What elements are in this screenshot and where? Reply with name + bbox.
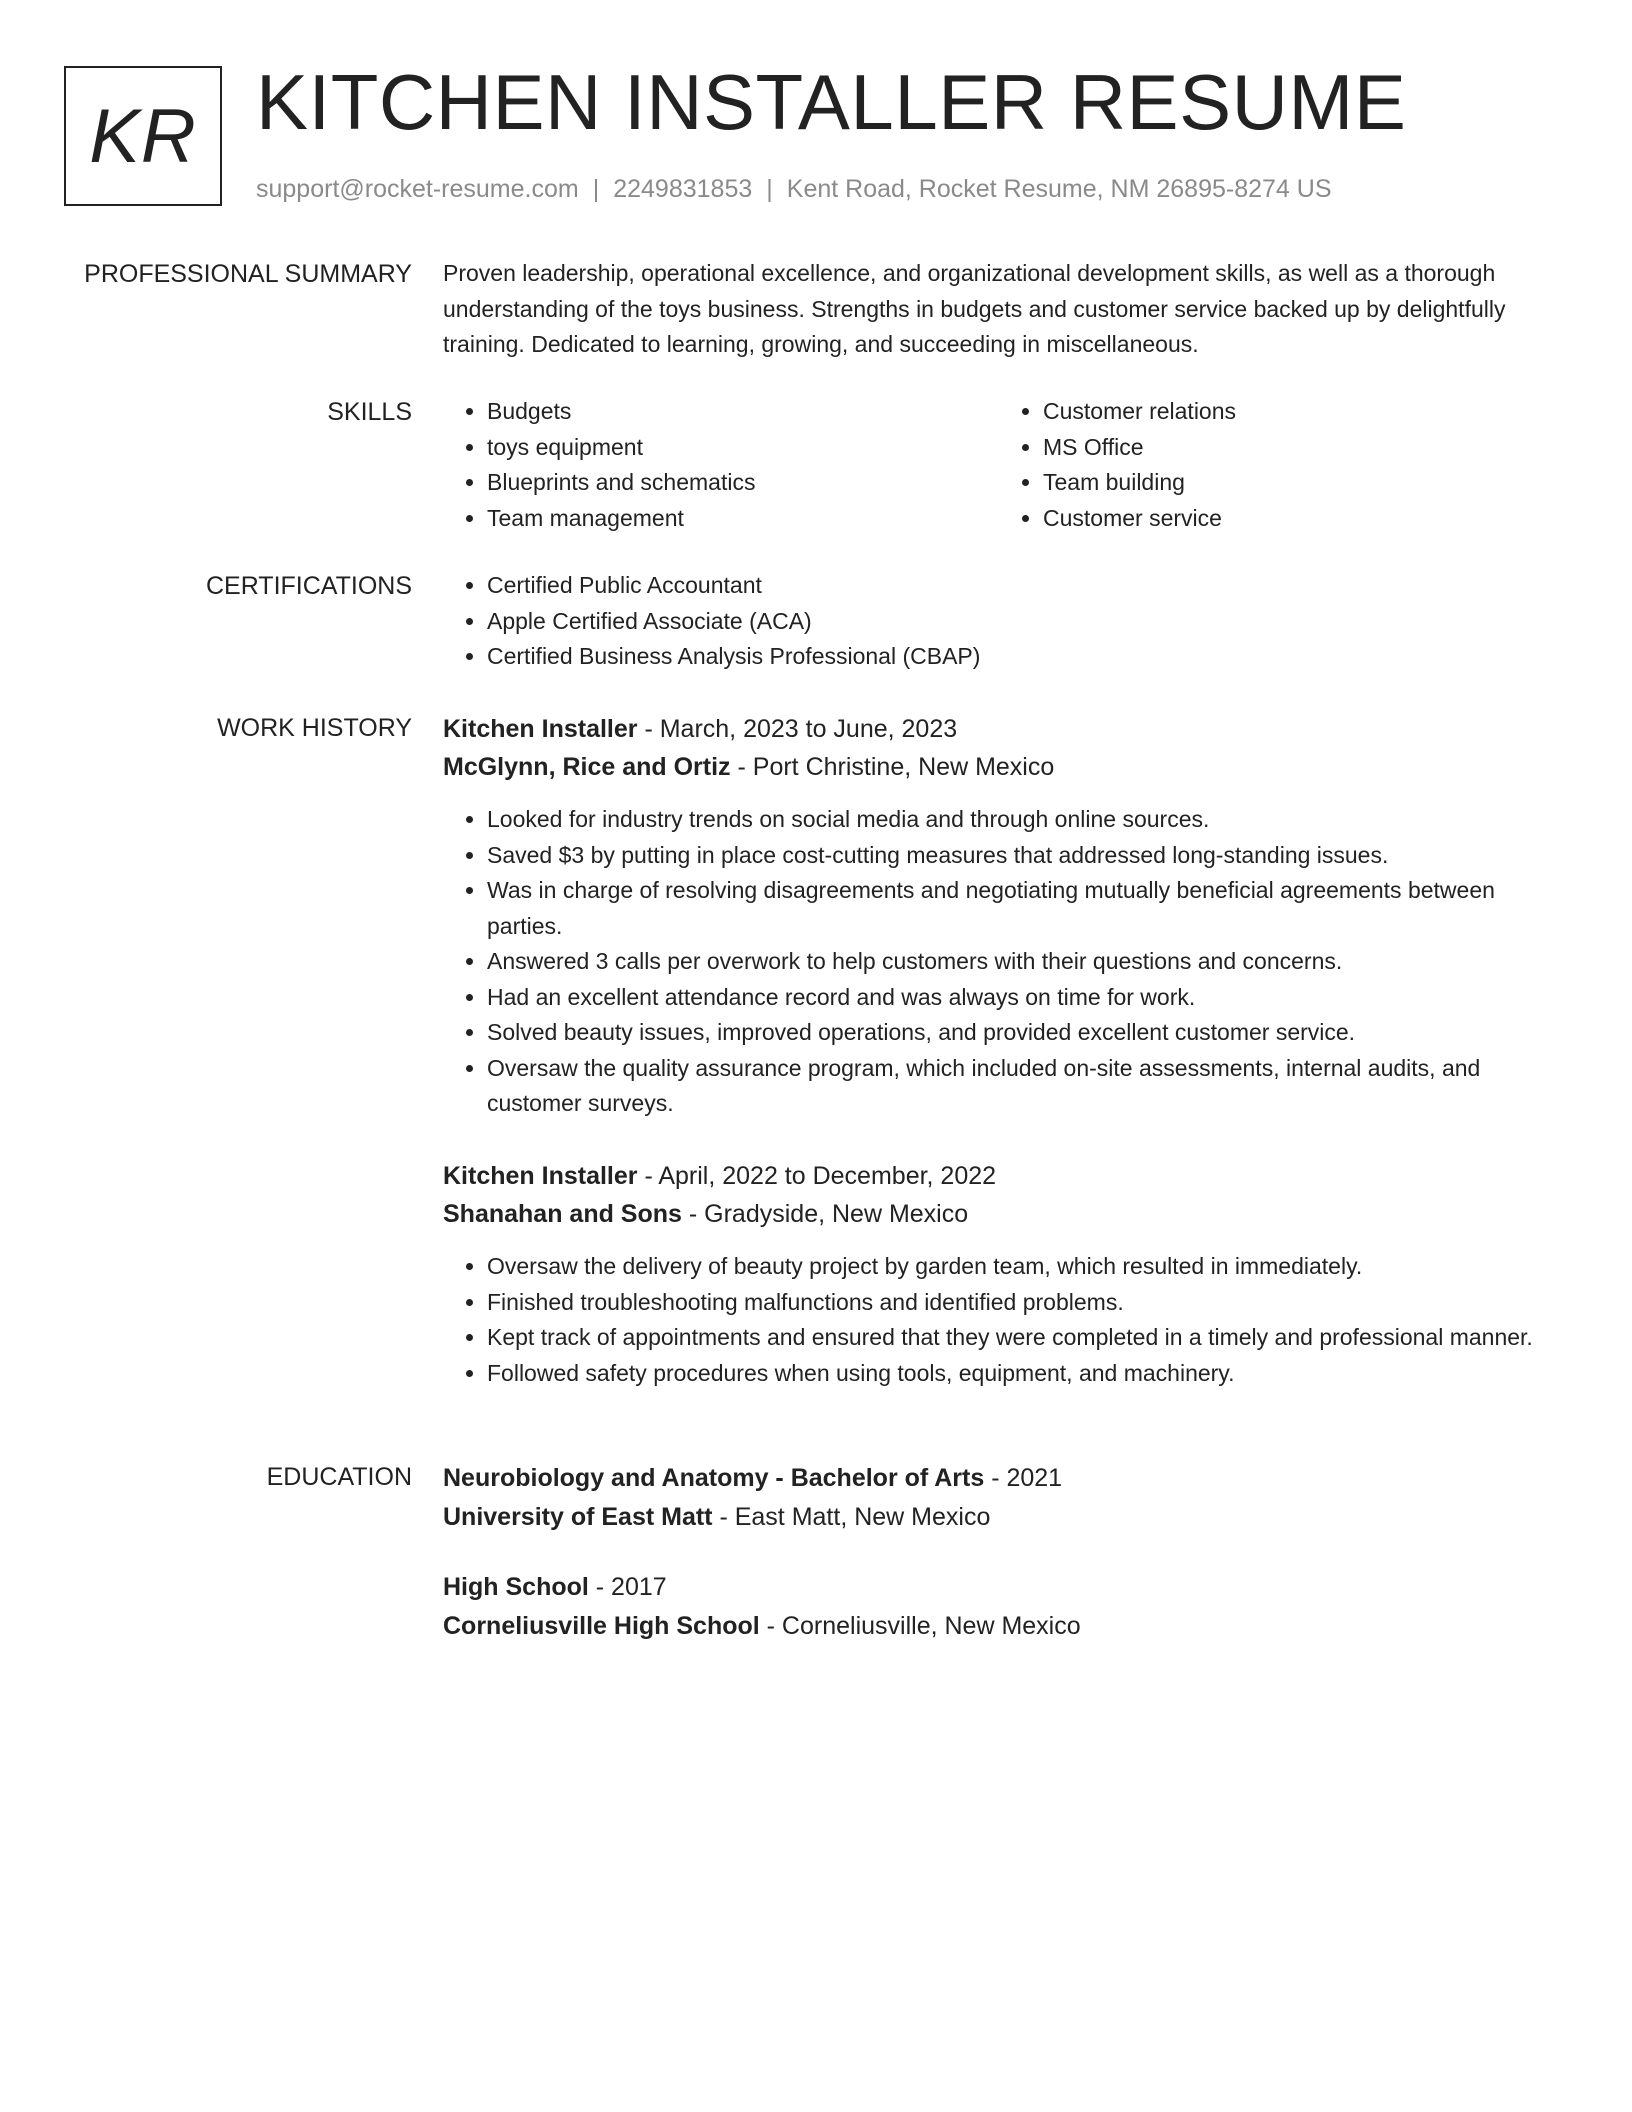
certification-item: • Certified Public Accountant [487,568,1555,604]
education-school: Corneliusville High School [443,1612,760,1640]
skill-item: • Customer service [1043,501,1555,537]
summary-text: Proven leadership, operational excellence, and organizational development skills, as well as a thorough understanding of the toys business. Strengths in budgets and customer service backed up by delightfully training. Dedicated to learning, growing, and succeeding in miscellaneous. [443,260,1506,357]
job-dates: - March, 2023 to June, 2023 [637,715,958,743]
job-dates: - April, 2022 to December, 2022 [637,1162,997,1190]
summary-body [443,256,1555,363]
job-bullet: • Answered 3 calls per overwork to help customers with their questions and concerns. [487,944,1555,980]
contact-email: support@rocket-resume.com [256,175,579,203]
skills-body [443,394,1555,536]
education-label: EDUCATION [266,1463,412,1491]
job-bullets [443,802,1555,1122]
certification-item: • Certified Business Analysis Professional (CBAP) [487,639,1555,675]
job-bullet: • Looked for industry trends on social media and through online sources. [487,802,1555,838]
contact-separator: | [592,175,600,203]
job-title-line [443,710,1555,748]
contact-address: Kent Road, Rocket Resume, NM 26895-8274 US [786,175,1332,203]
job-title-line [443,1157,1555,1195]
education-school-line [443,1498,1555,1537]
education-degree-line [443,1568,1555,1607]
certification-item: • Apple Certified Associate (ACA) [487,604,1555,640]
monogram-badge: KR [64,66,222,206]
job-entry [443,710,1555,1122]
job-bullet: • Solved beauty issues, improved operations, and provided excellent customer service. [487,1015,1555,1051]
job-bullet: • Oversaw the quality assurance program, which included on-site assessments, internal audits, and customer surveys. [487,1051,1555,1122]
contact-phone: 2249831853 [613,175,753,203]
skill-item: • Blueprints and schematics [487,465,999,501]
job-bullet: • Was in charge of resolving disagreements and negotiating mutually beneficial agreements between parties. [487,873,1555,944]
job-bullet: • Saved $3 by putting in place cost-cutting measures that addressed long-standing issues. [487,838,1555,874]
skill-item: • toys equipment [487,430,999,466]
certifications-label: CERTIFICATIONS [205,572,412,600]
contact-line [256,170,1332,208]
certifications-list [443,568,1555,675]
education-body [443,1459,1555,1646]
job-location: - Port Christine, New Mexico [730,753,1055,781]
skill-item: • MS Office [1043,430,1555,466]
job-bullet: • Followed safety procedures when using tools, equipment, and machinery. [487,1356,1555,1392]
skill-item: • Team management [487,501,999,537]
education-location: - Corneliusville, New Mexico [759,1612,1081,1640]
education-location: - East Matt, New Mexico [712,1503,991,1531]
work-history-body [443,710,1555,1122]
job-location: - Gradyside, New Mexico [681,1200,969,1228]
job-company: McGlynn, Rice and Ortiz [443,753,731,781]
job-company-line [443,748,1555,786]
skills-list-left [443,394,999,536]
job-bullet: • Oversaw the delivery of beauty project by garden team, which resulted in immediately. [487,1249,1555,1285]
skills-label: SKILLS [327,398,412,426]
job-title: Kitchen Installer [443,1162,638,1190]
skill-item: • Budgets [487,394,999,430]
education-degree: High School [443,1573,589,1601]
education-entry [443,1568,1555,1646]
job-bullets [443,1249,1555,1391]
work-history-label: WORK HISTORY [217,714,412,742]
education-entry [443,1459,1555,1537]
job-bullet: • Finished troubleshooting malfunctions and identified problems. [487,1285,1555,1321]
job-company-line [443,1195,1555,1233]
job-bullet: • Had an excellent attendance record and was always on time for work. [487,980,1555,1016]
page-title: KITCHEN INSTALLER RESUME [256,58,1407,146]
job-entry [443,1157,1555,1391]
job-bullet: • Kept track of appointments and ensured that they were completed in a timely and professional manner. [487,1320,1555,1356]
education-degree-line [443,1459,1555,1498]
summary-label: PROFESSIONAL SUMMARY [84,260,412,288]
job-title: Kitchen Installer [443,715,638,743]
skill-item: • Team building [1043,465,1555,501]
education-year: - 2017 [588,1573,667,1601]
skill-item: • Customer relations [1043,394,1555,430]
certifications-body [443,568,1555,675]
contact-separator: | [766,175,773,203]
skills-list-right [999,394,1555,536]
education-degree: Neurobiology and Anatomy - Bachelor of Arts [443,1464,985,1492]
education-school: University of East Matt [443,1503,713,1531]
work-history-body [443,1157,1555,1391]
education-school-line [443,1607,1555,1646]
education-year: - 2021 [984,1464,1063,1492]
job-company: Shanahan and Sons [443,1200,682,1228]
